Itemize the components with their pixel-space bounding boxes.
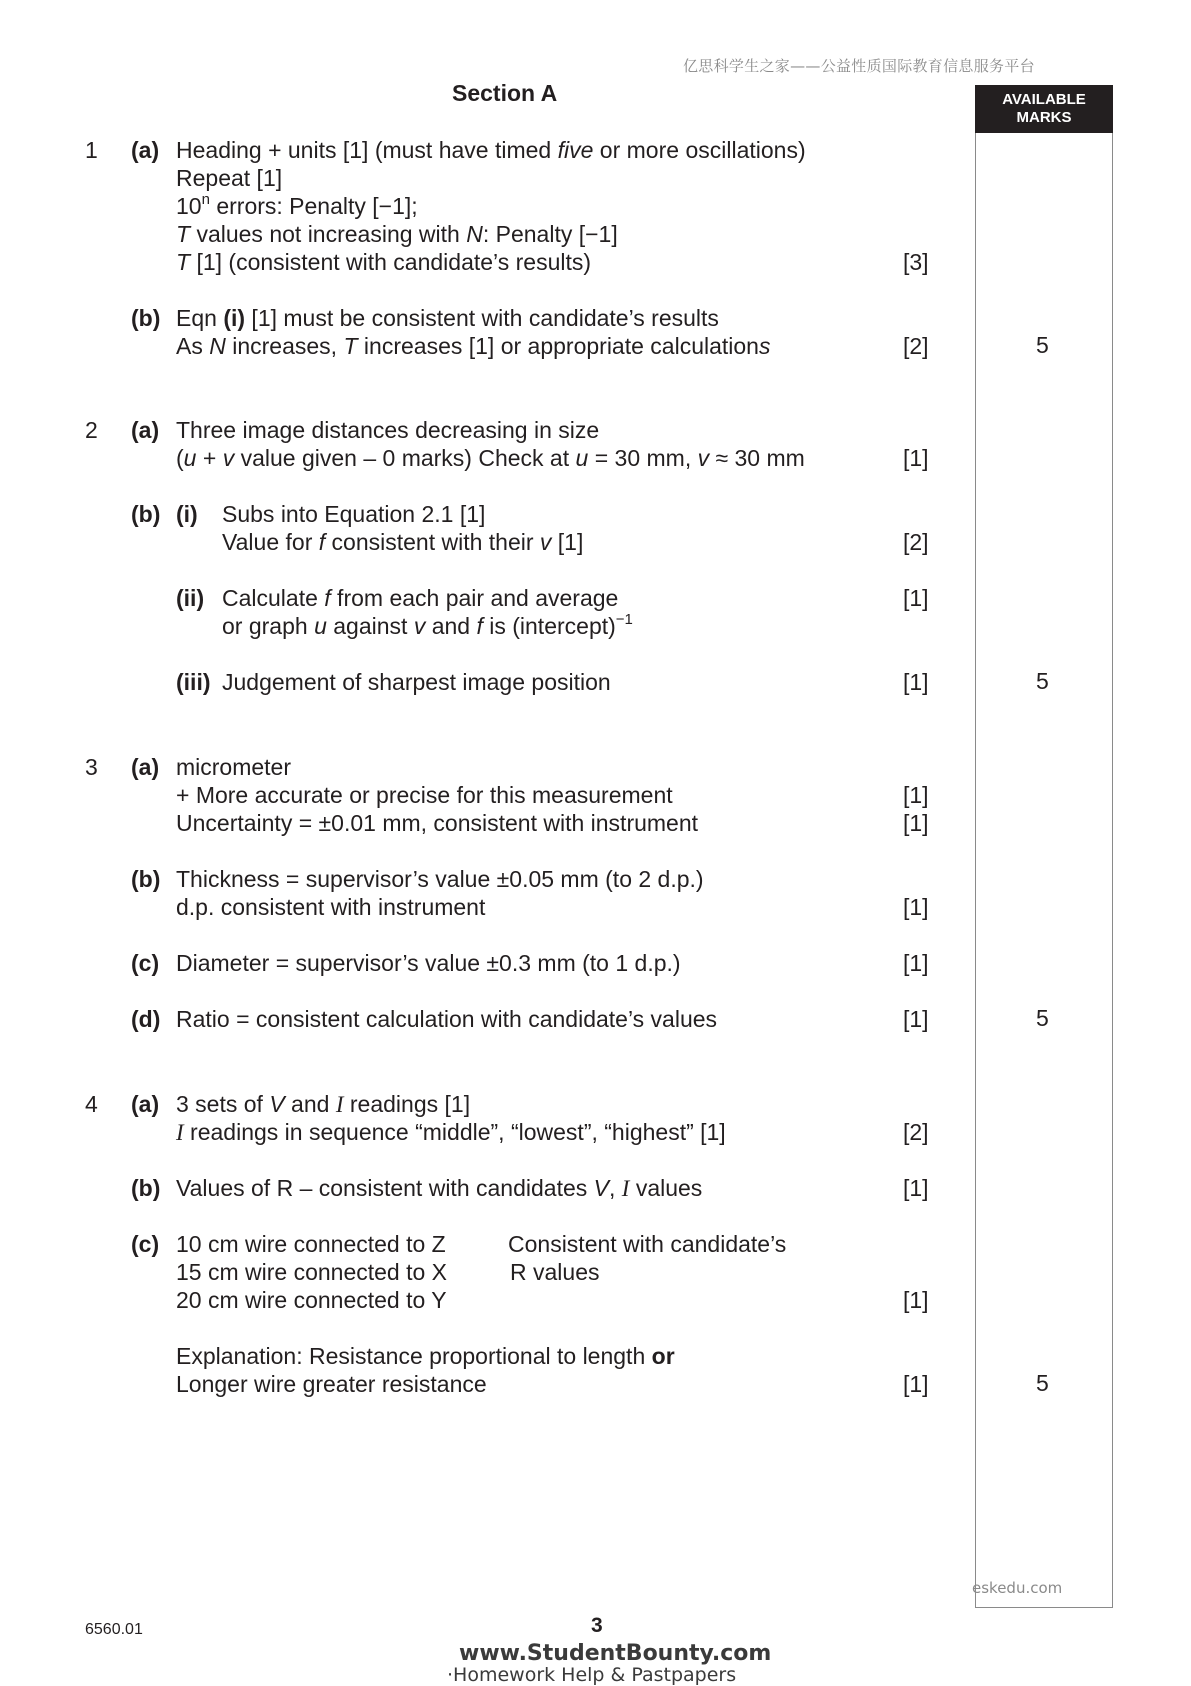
q4c-line3: 20 cm wire connected to Y [176, 1287, 447, 1313]
available-marks-header-line1: AVAILABLE [1002, 91, 1086, 108]
studentbounty-logo-line2: ·Homework Help & Pastpapers [447, 1664, 737, 1686]
q3c-line: Diameter = supervisor’s value ±0.3 mm (to 1 d.p.) [176, 950, 681, 976]
q4c-right2: R values [510, 1259, 600, 1285]
q1b-line1: Eqn (i) [1] must be consistent with candidate’s results [176, 305, 719, 331]
q2bii-label: (ii) [176, 585, 205, 611]
q2a-line1: Three image distances decreasing in size [176, 417, 600, 443]
q1a-line3: 10$^n$ errors: Penalty [−1]; [176, 191, 418, 219]
q3c-mark: [1] [903, 950, 929, 976]
q2bi-label: (i) [176, 501, 198, 527]
q2biii-mark: [1] [903, 669, 929, 695]
q4-available-marks: 5 [1036, 1370, 1049, 1396]
available-marks-header [975, 85, 1113, 133]
paper-code: 6560.01 [85, 1621, 143, 1638]
q2a-line2: (u + v value given – 0 marks) Check at u = 30 mm, v ≈ 30 mm [176, 445, 805, 471]
section-title: Section A [452, 80, 558, 106]
q3b-label: (b) [131, 866, 161, 892]
q3b-line1: Thickness = supervisor’s value ±0.05 mm (to 2 d.p.) [176, 866, 704, 892]
q4b-label: (b) [131, 1175, 161, 1201]
footer-watermark-right: eskedu.com [972, 1579, 1063, 1597]
q4c-mark1: [1] [903, 1287, 929, 1313]
header-watermark: 亿思科学生之家——公益性质国际教育信息服务平台 [683, 57, 1035, 75]
q4a-label: (a) [131, 1091, 160, 1117]
q4a-line1: 3 sets of V and I readings [1] [176, 1091, 471, 1117]
q3a-line2-mark: [1] [903, 782, 929, 808]
q2bii-mark: [1] [903, 585, 929, 611]
q4b-line: Values of R – consistent with candidates V, I values [176, 1175, 703, 1201]
q4c-mark2: [1] [903, 1371, 929, 1397]
q3a-line2: + More accurate or precise for this measurement [176, 782, 673, 808]
q1-available-marks: 5 [1036, 332, 1049, 358]
q4c-line1: 10 cm wire connected to Z [176, 1231, 446, 1257]
q4b-mark: [1] [903, 1175, 929, 1201]
q3a-label: (a) [131, 754, 160, 780]
q3d-mark: [1] [903, 1006, 929, 1032]
q1b-mark: [2] [903, 333, 929, 359]
q3-available-marks: 5 [1036, 1005, 1049, 1031]
q2bii-line1: Calculate f from each pair and average [222, 585, 619, 611]
q2bii-line2: or graph u against v and f is (intercept)$^{-1}$ [222, 611, 633, 639]
q1-number: 1 [85, 137, 98, 163]
q2b-label: (b) [131, 501, 161, 527]
q1b-line2: As N increases, T increases [1] or appropriate calculations [176, 333, 771, 359]
q2biii-label: (iii) [176, 669, 211, 695]
q4c-right1: Consistent with candidate’s [508, 1231, 787, 1257]
q2a-mark: [1] [903, 445, 929, 471]
q3a-line3: Uncertainty = ±0.01 mm, consistent with instrument [176, 810, 699, 836]
q3a-line3-mark: [1] [903, 810, 929, 836]
q3b-line2: d.p. consistent with instrument [176, 894, 486, 920]
q2-available-marks: 5 [1036, 668, 1049, 694]
q3c-label: (c) [131, 950, 160, 976]
page-number: 3 [591, 1614, 603, 1637]
q2a-label: (a) [131, 417, 160, 443]
q1a-line2: Repeat [1] [176, 165, 283, 191]
q1a-line1: Heading + units [1] (must have timed five or more oscillations) [176, 137, 806, 163]
available-marks-header-line2: MARKS [1016, 109, 1072, 126]
q4-number: 4 [85, 1091, 98, 1117]
q1b-label: (b) [131, 305, 161, 331]
q2-number: 2 [85, 417, 98, 443]
q4c-line2: 15 cm wire connected to X [176, 1259, 448, 1285]
q1a-line4: T values not increasing with N: Penalty [−1] [176, 221, 618, 247]
q4c-explanation-line1: Explanation: Resistance proportional to length or [176, 1343, 675, 1369]
q3b-mark: [1] [903, 894, 929, 920]
q4a-mark: [2] [903, 1119, 929, 1145]
studentbounty-logo-line1: www.StudentBounty.com [459, 1641, 772, 1666]
q3d-label: (d) [131, 1006, 161, 1032]
q1a-mark: [3] [903, 249, 929, 275]
q3a-line1: micrometer [176, 754, 292, 780]
q2bi-line1: Subs into Equation 2.1 [1] [222, 501, 486, 527]
q4c-explanation-line2: Longer wire greater resistance [176, 1371, 487, 1397]
q2biii-line: Judgement of sharpest image position [222, 669, 611, 695]
q1a-label: (a) [131, 137, 160, 163]
q3d-line: Ratio = consistent calculation with candidate’s values [176, 1006, 718, 1032]
q4a-line2: I readings in sequence “middle”, “lowest”, “highest” [1] [176, 1119, 726, 1145]
q2bi-line2: Value for f consistent with their v [1] [222, 529, 584, 555]
q1a-line5: T [1] (consistent with candidate’s results) [176, 249, 592, 275]
q2bi-mark: [2] [903, 529, 929, 555]
q4c-label: (c) [131, 1231, 160, 1257]
q3-number: 3 [85, 754, 98, 780]
